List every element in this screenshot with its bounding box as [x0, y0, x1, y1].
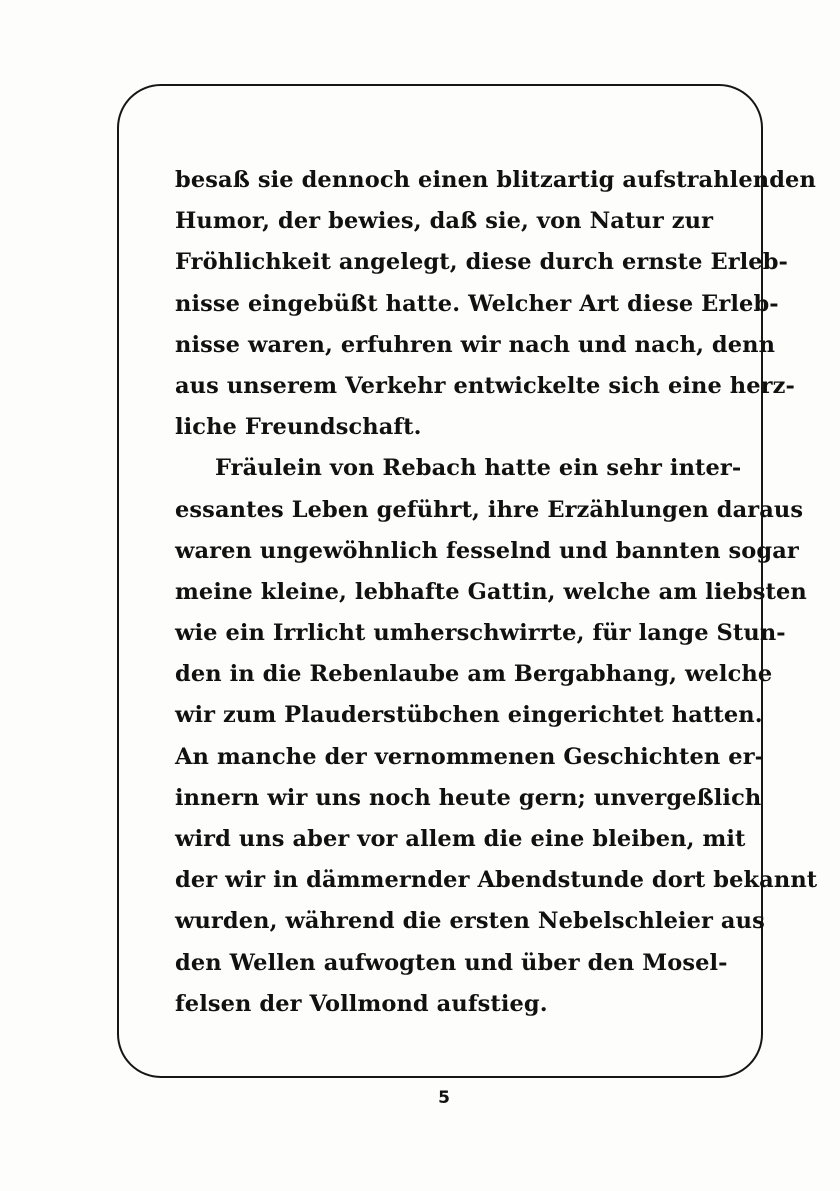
text-line: wird uns aber vor allem die eine bleiben, mit: [175, 826, 746, 852]
text-line: Fröhlichkeit angelegt, diese durch ernste Erleb-: [175, 249, 788, 276]
text-line: innern wir uns noch heute gern; unvergeßlich: [175, 784, 762, 811]
text-line: An manche der vernommenen Geschichten er-: [175, 743, 765, 770]
text-line: Humor, der bewies, daß sie, von Natur zur: [175, 208, 714, 235]
body-text: [175, 160, 818, 1025]
text-line: Fräulein von Rebach hatte ein sehr inter-: [215, 455, 742, 482]
text-line: essantes Leben geführt, ihre Erzählungen daraus: [175, 496, 804, 523]
text-line: aus unserem Verkehr entwickelte sich eine herz-: [175, 372, 795, 399]
text-line: felsen der Vollmond aufstieg.: [175, 990, 548, 1017]
text-line: wir zum Plauderstübchen eingerichtet hatten.: [175, 702, 763, 729]
text-line: meine kleine, lebhafte Gattin, welche am liebsten: [175, 578, 807, 605]
text-line: wurden, während die ersten Nebelschleier aus: [175, 908, 765, 935]
text-line: wie ein Irrlicht umherschwirrte, für lange Stun-: [175, 620, 786, 647]
text-line: nisse eingebüßt hatte. Welcher Art diese Erleb-: [175, 290, 779, 317]
text-line: der wir in dämmernder Abendstunde dort bekannt: [175, 867, 818, 894]
text-line: nisse waren, erfuhren wir nach und nach, denn: [175, 331, 776, 358]
text-line: den in die Rebenlaube am Bergabhang, welche: [175, 661, 773, 688]
text-line: liche Freundschaft.: [175, 414, 422, 441]
text-line: waren ungewöhnlich fesselnd und bannten sogar: [175, 537, 799, 564]
text-line: besaß sie dennoch einen blitzartig aufstrahlenden: [175, 167, 816, 193]
text-line: den Wellen aufwogten und über den Mosel-: [175, 949, 728, 976]
page-number: 5: [438, 1088, 450, 1108]
